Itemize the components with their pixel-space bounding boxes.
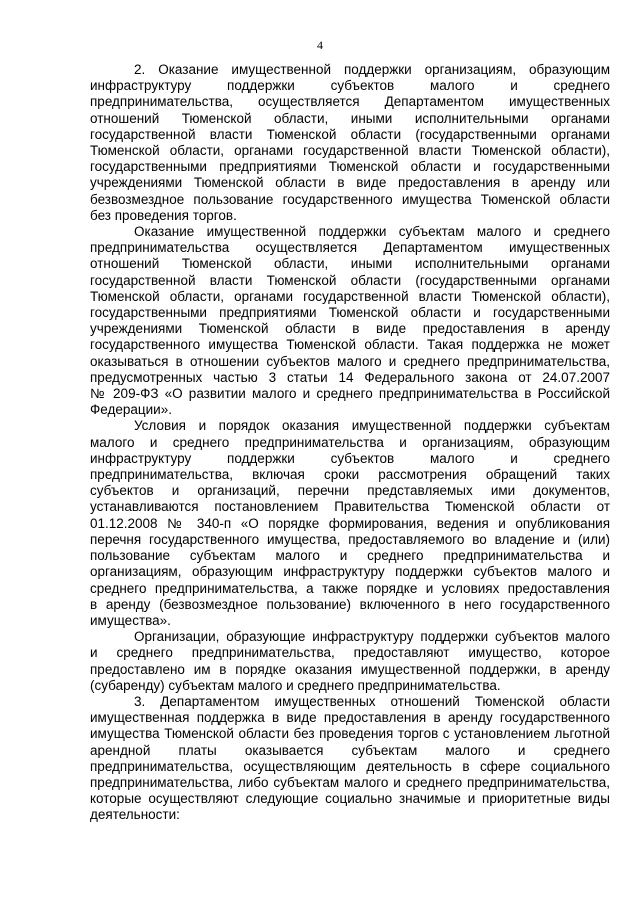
text-line: отношений Тюменской области, иными исполнительными органами [90,256,610,272]
text-line: государственными предприятиями Тюменской области и государственными [90,305,610,321]
text-line: учреждениями Тюменской области в виде предоставления в аренду или [90,175,610,191]
text-line: которые осуществляют следующие социально значимые и приоритетные виды [90,791,610,807]
text-line: имущества». [90,612,171,628]
text-line: предпринимательства осуществляется Департаментом имущественных [90,240,610,256]
text-line: инфраструктуру поддержки субъектов малого и среднего [90,78,610,94]
paragraph [90,694,610,824]
text-line: предпринимательства, осуществляющим деятельность в сфере социального [90,758,610,774]
text-line: без проведения торгов. [90,207,237,223]
text-line: (субаренду) субъектам малого и среднего предпринимательства. [90,677,501,693]
text-line: 3. Департаментом имущественных отношений Тюменской области [134,693,610,709]
text-line: Федерации». [90,402,172,418]
paragraph [90,629,610,694]
text-line: № 209-ФЗ «О развитии малого и среднего предпринимательства в Российской [90,386,610,402]
text-line: Оказание имущественной поддержки субъектам малого и среднего [134,224,610,240]
text-line: субъектов и организаций, перечни представляемых ими документов, [90,483,610,499]
text-line: Условия и порядок оказания имущественной поддержки субъектам [134,418,610,434]
text-line: Тюменской области, органами государственной власти Тюменской области), [90,288,610,304]
paragraph [90,62,610,224]
paragraph [90,418,610,629]
text-line: предпринимательства, либо субъектам малого и среднего предпринимательства, [90,774,610,790]
text-line: предоставлено им в порядке оказания имущественной поддержки, в аренду [90,661,610,677]
text-line: Организации, образующие инфраструктуру поддержки субъектов малого [134,629,610,645]
page-number: 4 [317,38,323,52]
text-line: предпринимательства, включая сроки рассмотрения обращений таких [90,467,610,483]
text-line: организациям, образующим инфраструктуру поддержки субъектов малого и [90,564,610,580]
text-line: в аренду (безвозмездное пользование) включенного в него государственного [90,596,610,612]
text-line: устанавливаются постановлением Правительства Тюменской области от [90,499,610,515]
text-line: пользование субъектам малого и среднего предпринимательства и [90,548,610,564]
text-line: перечня государственного имущества, предоставляемого во владение и (или) [90,531,610,547]
text-line: имущества Тюменской области без проведения торгов с установлением льготной [90,726,610,742]
text-line: Тюменской области, органами государственной власти Тюменской области), [90,143,610,159]
text-line: 2. Оказание имущественной поддержки организациям, образующим [134,62,610,77]
document-body [90,62,610,824]
paragraph [90,224,610,418]
text-line: государственного имущества Тюменской области. Такая поддержка не может [90,337,610,353]
text-line: арендной платы оказывается субъектам малого и среднего [90,742,610,758]
text-line: безвозмездное пользование государственного имущества Тюменской области [90,191,610,207]
text-line: предусмотренных частью 3 статьи 14 Федерального закона от 24.07.2007 [90,369,610,385]
text-line: учреждениями Тюменской области в виде предоставления в аренду [90,321,610,337]
text-line: имущественная поддержка в виде предоставления в аренду государственного [90,710,610,726]
text-line: деятельности: [90,807,180,823]
text-line: государственной власти Тюменской области (государственными органами [90,272,610,288]
text-line: малого и среднего предпринимательства и организациям, образующим [90,434,610,450]
text-line: оказываться в отношении субъектов малого и среднего предпринимательства, [90,353,610,369]
text-line: государственной власти Тюменской области (государственными органами [90,126,610,142]
text-line: инфраструктуру поддержки субъектов малого и среднего [90,450,610,466]
text-line: 01.12.2008 № 340-п «О порядке формирования, ведения и опубликования [90,515,610,531]
text-line: государственными предприятиями Тюменской области и государственными [90,159,610,175]
text-line: отношений Тюменской области, иными исполнительными органами [90,110,610,126]
text-line: предпринимательства, осуществляется Департаментом имущественных [90,94,610,110]
text-line: и среднего предпринимательства, предоставляют имущество, которое [90,645,610,661]
text-line: среднего предпринимательства, а также порядке и условиях предоставления [90,580,610,596]
